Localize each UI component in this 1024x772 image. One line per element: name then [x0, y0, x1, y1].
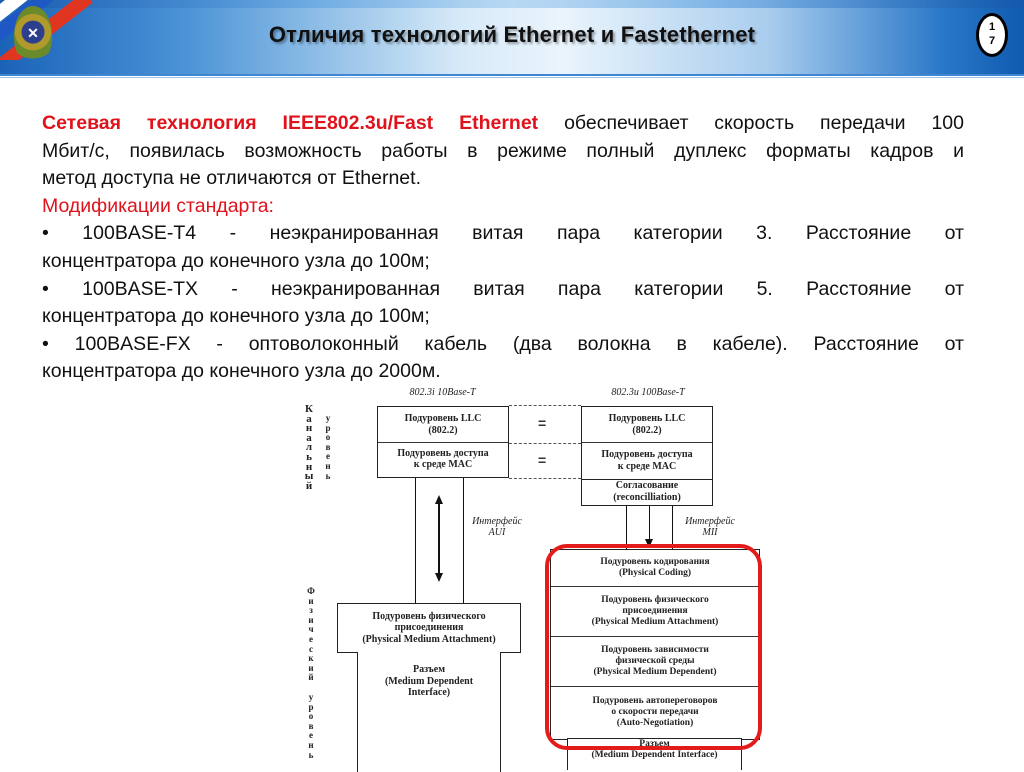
modifications-heading: Модификации стандарта:	[42, 194, 274, 217]
equals-sign-mac: =	[538, 452, 547, 468]
page-number-top: 1	[988, 21, 996, 33]
intro-highlight: Сетевая технология IEEE802.3u/Fast Ethernet	[42, 112, 539, 134]
dashed-line-top	[509, 405, 581, 406]
intro-line-2: Мбит/с, появилась возможность работы в режиме полный дуплекс форматы кадров и	[42, 139, 964, 162]
item-2-line-1: • 100BASE-TX - неэкранированная витая пара категории 5. Расстояние от	[42, 277, 964, 300]
left-pma-box: Подуровень физического присоединения (Physical Medium Attachment)	[337, 603, 521, 653]
right-pma-cell: Подуровень физического присоединения (Physical Medium Attachment)	[551, 586, 759, 637]
left-llc-mac-box	[377, 406, 509, 478]
item-3-line-1: • 100BASE-FX - оптоволоконный кабель (два волокна в кабеле). Расстояние от	[42, 332, 964, 355]
physical-sublayers-highlight	[545, 544, 762, 750]
aui-double-arrow	[438, 504, 440, 574]
item-1-line-1: • 100BASE-T4 - неэкранированная витая пара категории 3. Расстояние от	[42, 222, 964, 245]
left-llc-cell: Подуровень LLC (802.2)	[378, 407, 508, 443]
right-pmd-cell: Подуровень зависимости физической среды (Physical Medium Dependent)	[551, 636, 759, 687]
right-llc-mac-box	[581, 406, 713, 506]
intro-line-3: метод доступа не отличаются от Ethernet.	[42, 167, 421, 190]
right-reconciliation-cell: Согласование (reconcilliation)	[613, 480, 681, 503]
item-3-line-2: концентратора до конечного узла до 2000м.	[42, 360, 441, 383]
right-llc-cell: Подуровень LLC (802.2)	[582, 407, 712, 443]
item-1-line-2: концентратора до конечного узла до 100м;	[42, 249, 430, 272]
label-data-link-level: К а н а л ь н ы й	[304, 403, 314, 492]
item-2-line-2: концентратора до конечного узла до 100м;	[42, 305, 430, 328]
left-mac-cell: Подуровень доступа к среде MAC	[397, 447, 489, 470]
slide-title: Отличия технологий Ethernet и Fastethernet	[268, 22, 756, 47]
aui-interface-label: Интерфейс AUI	[472, 516, 522, 538]
dashed-line-bottom	[509, 478, 581, 479]
emblem-icon: ✕	[14, 6, 52, 64]
arrow-down-icon	[435, 573, 443, 582]
left-mdi-box: Разъем (Medium Dependent Interface)	[357, 652, 501, 772]
right-autoneg-cell: Подуровень автопереговоров о скорости передачи (Auto-Negotiation)	[592, 695, 718, 728]
right-stack-title: 802.3u 100Base-T	[611, 387, 685, 398]
dashed-line-mid	[509, 443, 581, 444]
mii-line-2	[649, 506, 650, 540]
left-aui-line-2	[463, 478, 464, 604]
equals-sign-llc: =	[538, 415, 547, 431]
right-mac-cell: Подуровень доступа к среде MAC	[582, 442, 712, 480]
right-mdi-box: Разъем (Medium Dependent Interface)	[567, 738, 742, 770]
mii-interface-label: Интерфейс MII	[685, 516, 735, 538]
intro-line-1-text: обеспечивает скорость передачи 100	[538, 112, 964, 134]
right-pcs-cell: Подуровень кодирования (Physical Coding)	[551, 550, 759, 587]
label-physical-level: Ф и з и ч е с к и й у р о в е н ь	[307, 586, 315, 760]
left-aui-line-1	[415, 478, 416, 604]
left-stack-title: 802.3i 10Base-T	[409, 387, 476, 398]
label-data-link-level-2: у р о в е н ь	[325, 413, 331, 481]
page-number-bottom: 7	[988, 35, 996, 47]
arrow-up-icon	[435, 495, 443, 504]
